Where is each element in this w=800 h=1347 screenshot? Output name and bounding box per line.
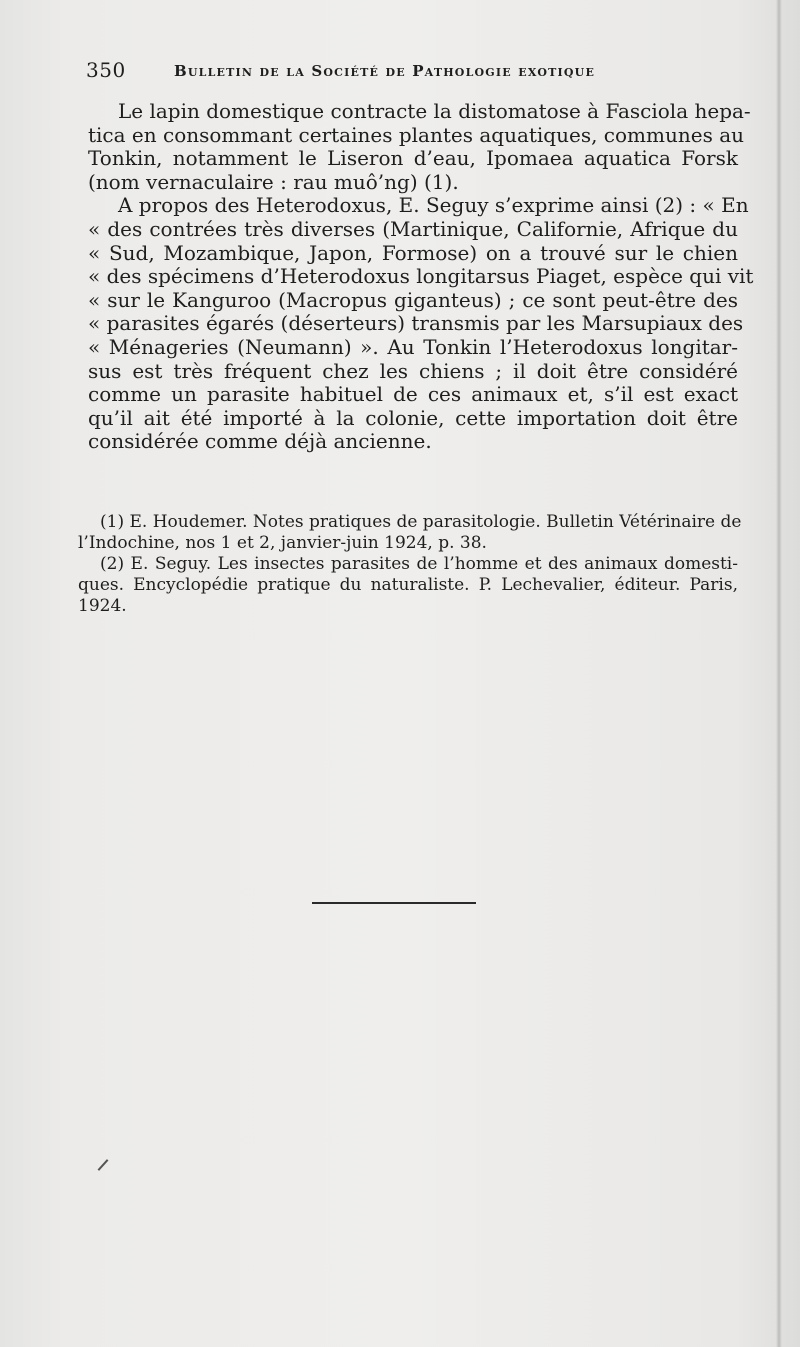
- body-line: Le lapin domestique contracte la distomatose à Fasciola hepa-: [118, 99, 751, 123]
- body-line: « des spécimens d’Heterodoxus longitarsus Piaget, espèce qui vit: [88, 264, 754, 289]
- body-line: (nom vernaculaire : rau muô’ng) (1).: [88, 169, 459, 194]
- page-edge-shadow: [776, 0, 782, 1347]
- page-number: 350: [86, 58, 126, 82]
- page-header: [86, 56, 736, 96]
- footnotes: [78, 512, 742, 617]
- body-text: [88, 99, 754, 454]
- body-line: sus est très fréquent chez les chiens ; il doit être considéré: [88, 358, 738, 383]
- body-line: tica en consommant certaines plantes aquatiques, communes au: [88, 122, 744, 147]
- footnote-line: l’Indochine, nos 1 et 2, janvier-juin 1924, p. 38.: [78, 533, 487, 553]
- footnote-line: ques. Encyclopédie pratique du naturaliste. P. Lechevalier, éditeur. Paris,: [78, 575, 738, 595]
- footnote-line: (2) E. Seguy. Les insectes parasites de l’homme et des animaux domesti-: [100, 554, 738, 574]
- body-line: considérée comme déjà ancienne.: [88, 429, 432, 454]
- body-line: « des contrées très diverses (Martinique, Californie, Afrique du: [88, 216, 738, 241]
- body-line: « Sud, Mozambique, Japon, Formose) on a trouvé sur le chien: [88, 240, 738, 265]
- footnote-line: (1) E. Houdemer. Notes pratiques de parasitologie. Bulletin Vétérinaire de: [100, 512, 742, 532]
- footnote-line: 1924.: [78, 596, 127, 616]
- running-head: Bulletin de la Société de Pathologie exotique: [174, 62, 596, 80]
- body-line: « parasites égarés (déserteurs) transmis par les Marsupiaux des: [88, 311, 744, 336]
- body-line: « Ménageries (Neumann) ». Au Tonkin l’Heterodoxus longitar-: [88, 334, 738, 359]
- section-rule: [312, 902, 476, 904]
- body-line: A propos des Heterodoxus, E. Seguy s’exprime ainsi (2) : « En: [118, 193, 749, 218]
- body-line: « sur le Kanguroo (Macropus giganteus) ; ce sont peut-être des: [88, 287, 738, 312]
- body-line: Tonkin, notamment le Liseron d’eau, Ipomaea aquatica Forsk: [88, 146, 738, 171]
- body-line: comme un parasite habituel de ces animaux et, s’il est exact: [88, 382, 738, 407]
- body-line: qu’il ait été importé à la colonie, cette importation doit être: [88, 405, 738, 430]
- pencil-mark: [98, 1159, 109, 1171]
